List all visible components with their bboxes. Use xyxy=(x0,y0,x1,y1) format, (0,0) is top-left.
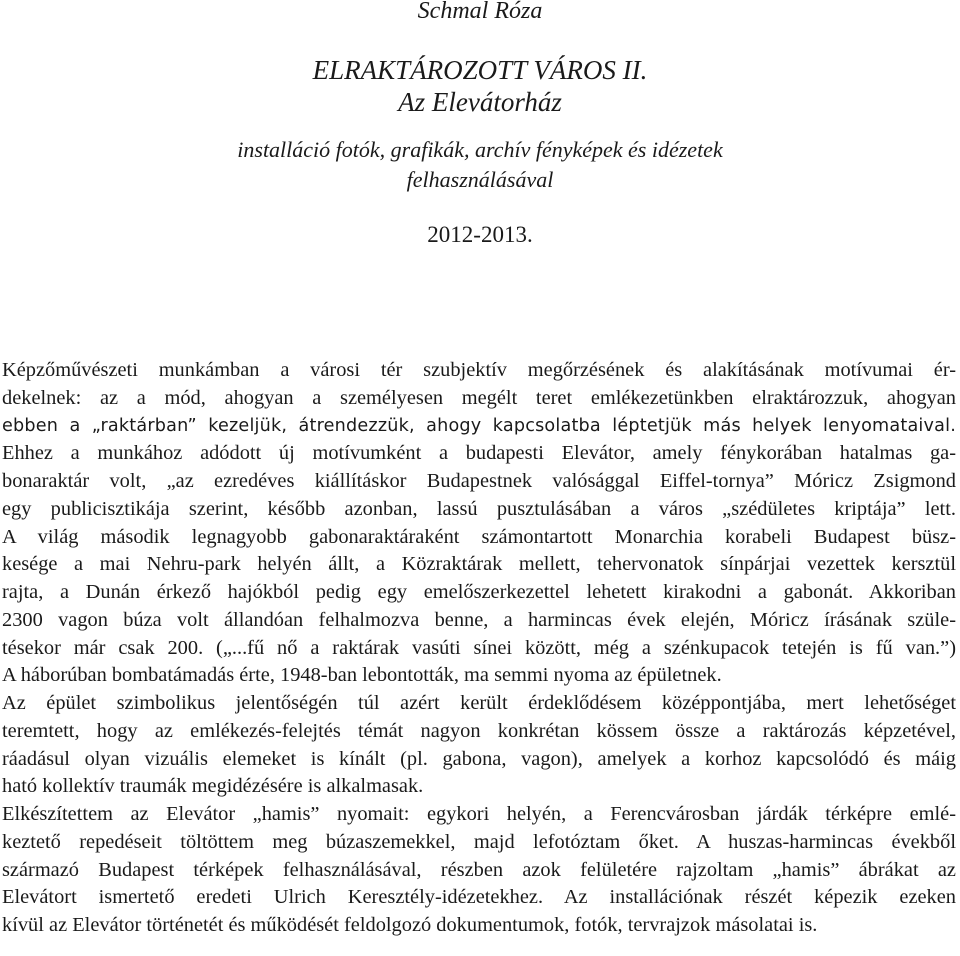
body-line: ráadásul olyan vizuális elemeket is kínált (pl. gabona, vagon), amelyek a korhoz kapcsolódó és máig xyxy=(2,747,956,770)
body-line: ható kollektív traumák megidézésére is alkalmasak. xyxy=(2,775,424,798)
body-line: származó Budapest térképek felhasználásával, részben azok felületére rajzoltam „hamis” ábrákat az xyxy=(2,858,956,881)
body-line: kívül az Elevátor történetét és működését feldolgozó dokumentumok, fotók, tervrajzok másolatai is. xyxy=(2,914,818,936)
year: 2012-2013. xyxy=(427,222,533,247)
body-line: ebben a „raktárban” kezeljük, átrendezzük, ahogy kapcsolatba léptetjük más helyek lenyomataival. xyxy=(2,415,956,436)
body-line: teremtett, hogy az emlékezés-felejtés témát nagyon konkrétan kössem össze a raktározás képzetével, xyxy=(2,719,956,742)
body-line: tésekor már csak 200. („...fű nő a raktárak vasúti sínei között, még a szénkupacok tetején is fű van.”) xyxy=(2,636,956,659)
author-name: Schmal Róza xyxy=(417,0,543,24)
description xyxy=(0,135,960,195)
body-line: Elkészítettem az Elevátor „hamis” nyomait: egykori helyén, a Ferencvárosban járdák térképre emlé- xyxy=(2,803,956,825)
document-subtitle: Az Elevátorház xyxy=(398,87,562,117)
body-line: Elevátort ismertető eredeti Ulrich Keresztély-idézetekhez. Az installációnak részét képezik ezeken xyxy=(2,886,956,909)
description-line: installáció fotók, grafikák, archív fényképek és idézetek xyxy=(237,137,723,162)
body-line: Képzőművészeti munkámban a városi tér szubjektív megőrzésének és alakításának motívumai ér- xyxy=(2,359,956,381)
body-line: 2300 vagon búza volt állandóan felhalmozva benne, a harmincas évek elején, Móricz írásának szüle- xyxy=(2,608,956,631)
body-line: keztető repedéseit töltöttem meg búzaszemekkel, majd lefotóztam őket. A huszas-harmincas évekből xyxy=(2,830,956,853)
body-line: kesége a mai Nehru-park helyén állt, a Közraktárak mellett, tehervonatok sínpárjai vezettek kersztül xyxy=(2,553,956,576)
body-line: Az épület szimbolikus jelentőségén túl azért került érdeklődésem középpontjába, mert lehetőséget xyxy=(2,692,956,714)
body-line: dekelnek: az a mód, ahogyan a személyesen megélt teret emlékezetünkben elraktározzuk, ahogyan xyxy=(2,386,956,409)
body-text xyxy=(2,357,956,940)
body-line: rajta, a Dunán érkező hajókból pedig egy emelőszerkezettel lehetett kirakodni a gabonát. Akkoriban xyxy=(2,581,956,603)
description-line: felhasználásával xyxy=(406,167,554,192)
body-line: Ehhez a munkához adódott új motívumként a budapesti Elevátor, amely fénykorában hatalmas ga- xyxy=(2,442,956,465)
body-line: A világ második legnagyobb gabonaraktáraként számontartott Monarchia korabeli Budapest büsz- xyxy=(2,525,956,548)
body-line: bonaraktár volt, „az ezredéves kiállításkor Budapestnek valósággal Eiffel-tornya” Móricz Zsigmond xyxy=(2,470,956,492)
body-line: A háborúban bombatámadás érte, 1948-ban lebontották, ma semmi nyoma az épületnek. xyxy=(2,664,722,687)
document-title: ELRAKTÁROZOTT VÁROS II. xyxy=(312,55,648,85)
body-line: egy publicisztikája szerint, később azonban, lassú pusztulásában a város „szédületes kriptája” lett. xyxy=(2,497,956,520)
